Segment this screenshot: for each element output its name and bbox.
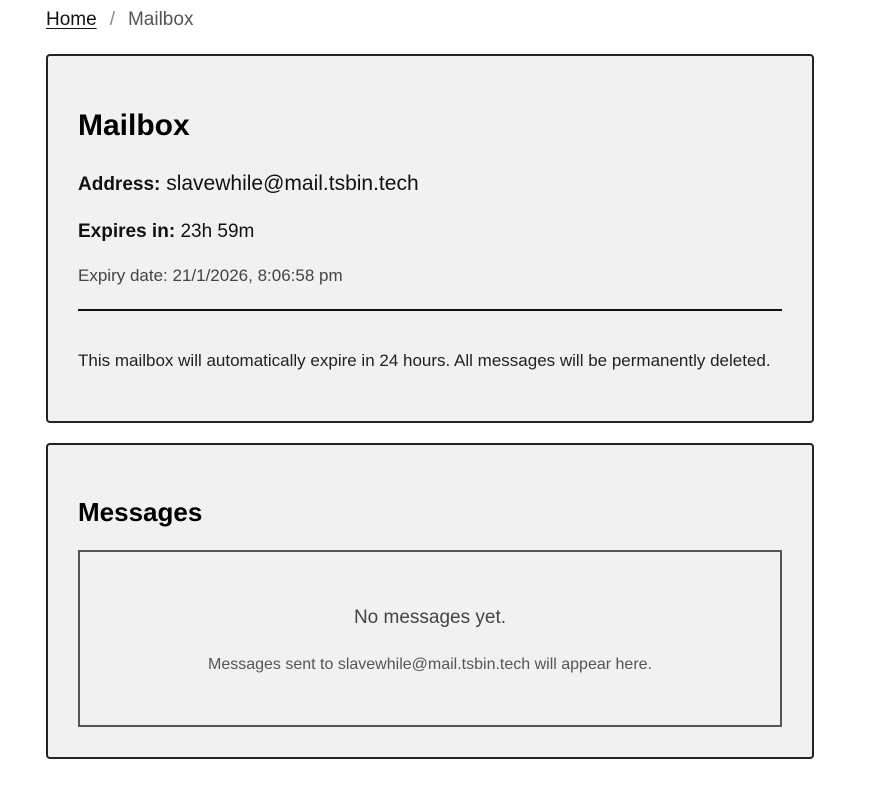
messages-card [46, 443, 814, 759]
empty-state-subtitle: Messages sent to slavewhile@mail.tsbin.tech will appear here. [207, 656, 652, 673]
expiry-date: Expiry date: 21/1/2026, 8:06:58 pm [78, 266, 343, 285]
mailbox-title: Mailbox [78, 109, 190, 142]
expires-row [78, 221, 254, 243]
empty-state-title: No messages yet. [353, 607, 507, 628]
expires-value: 23h 59m [180, 221, 255, 242]
address-label: Address: [78, 174, 161, 195]
messages-title: Messages [78, 497, 203, 527]
address-value[interactable]: slavewhile@mail.tsbin.tech [166, 172, 419, 195]
breadcrumb [46, 8, 193, 32]
breadcrumb-home-link[interactable]: Home [46, 9, 97, 30]
mailbox-card [46, 54, 814, 423]
divider [78, 309, 782, 311]
expiry-notice: This mailbox will automatically expire in 24 hours. All messages will be permanently deleted. [78, 351, 771, 370]
expires-label: Expires in: [78, 221, 176, 242]
breadcrumb-separator: / [109, 9, 115, 30]
address-row [78, 172, 419, 196]
messages-empty-state [78, 550, 782, 727]
breadcrumb-current: Mailbox [127, 9, 194, 30]
